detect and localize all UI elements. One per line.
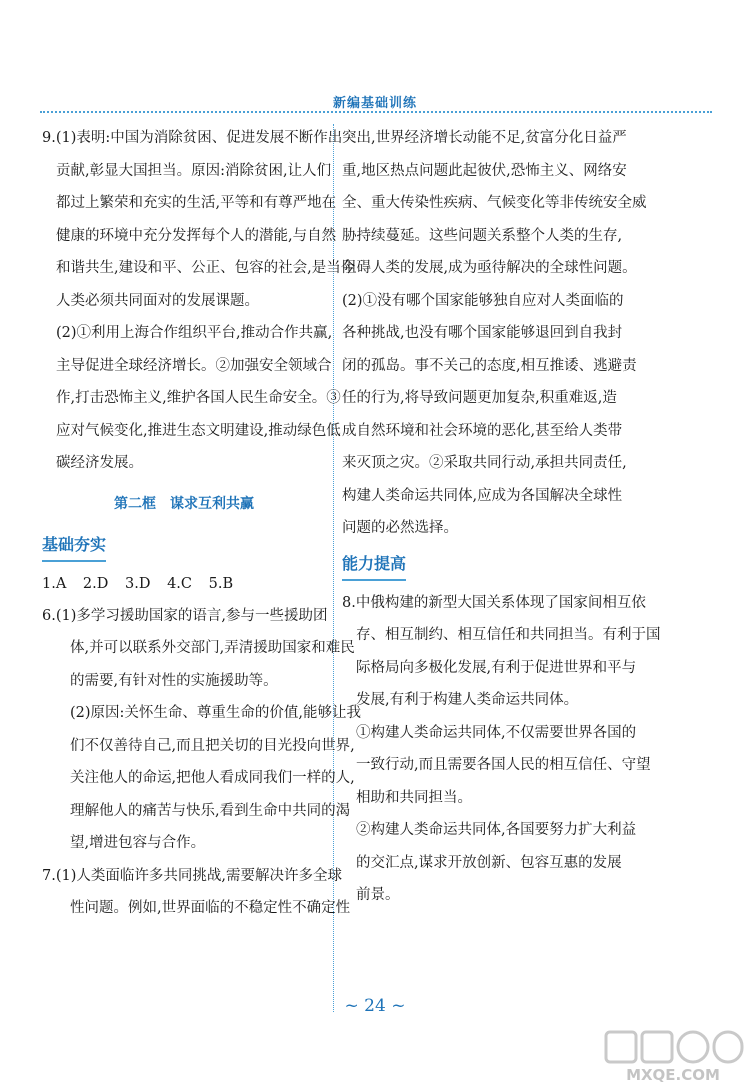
- text-line: 阻碍人类的发展,成为亟待解决的全球性问题。: [342, 260, 637, 276]
- text-line: 作,打击恐怖主义,维护各国人民生命安全。③: [56, 390, 341, 406]
- text-line: 相助和共同担当。: [356, 789, 472, 806]
- text-line: 前景。: [356, 887, 400, 903]
- text-line: 一致行动,而且需要各国人民的相互信任、守望: [356, 757, 651, 773]
- text-line: 突出,世界经济增长动能不足,贫富分化日益严: [342, 130, 627, 146]
- text-line: 健康的环境中充分发挥每个人的潜能,与自然: [56, 227, 337, 244]
- text-line: ①构建人类命运共同体,不仅需要世界各国的: [356, 724, 637, 741]
- right-column: [342, 122, 661, 912]
- text-line: 望,增进包容与合作。: [70, 835, 206, 851]
- text-line: 们不仅善待自己,而且把关切的目光投向世界,: [70, 737, 355, 754]
- text-line: 存、相互制约、相互信任和共同担当。有利于国: [356, 627, 661, 643]
- question-9: [42, 122, 356, 480]
- text-line: 贡献,彰显大国担当。原因:消除贫困,让人们: [56, 162, 332, 179]
- text-line: ②构建人类命运共同体,各国要努力扩大利益: [356, 822, 637, 838]
- text-line: 闭的孤岛。事不关己的态度,相互推诿、逃避责: [342, 357, 637, 374]
- answer-1: 1.A: [42, 575, 67, 592]
- text-line: 人类必须共同面对的发展课题。: [56, 292, 259, 309]
- answer-5: 5.B: [208, 575, 234, 592]
- text-line: 应对气候变化,推进生态文明建设,推动绿色低: [56, 422, 341, 439]
- text-line: 体,并可以联系外交部门,弄清援助国家和难民: [70, 640, 355, 656]
- text-line: 性问题。例如,世界面临的不稳定性不确定性: [70, 900, 351, 916]
- section-heading-basic: 基础夯实: [42, 532, 106, 562]
- question-6: [42, 600, 362, 860]
- text-line: 和谐共生,建设和平、公正、包容的社会,是当今: [56, 260, 356, 276]
- text-line: 关注他人的命运,把他人看成同我们一样的人,: [70, 770, 355, 786]
- header-divider: [40, 111, 712, 113]
- left-column: [42, 122, 362, 925]
- watermark-logo: [598, 1028, 748, 1084]
- text-line: 重,地区热点问题此起彼伏,恐怖主义、网络安: [342, 162, 627, 179]
- text-line: 构建人类命运共同体,应成为各国解决全球性: [342, 487, 623, 504]
- svg-text:MXQE.COM: MXQE.COM: [626, 1066, 720, 1084]
- question-7: [42, 860, 351, 925]
- text-line: (2)①没有哪个国家能够独自应对人类面临的: [342, 292, 624, 309]
- text-line: 都过上繁荣和充实的生活,平等和有尊严地在: [56, 195, 337, 211]
- subsection-title: 第二框 谋求互利共赢: [114, 495, 254, 512]
- text-line: (2)①利用上海合作组织平台,推动合作共赢,: [56, 325, 333, 341]
- text-line: 9.(1)表明:中国为消除贫困、促进发展不断作出: [42, 130, 343, 146]
- text-line: (2)原因:关怀生命、尊重生命的价值,能够让我: [70, 705, 362, 721]
- text-line: 际格局向多极化发展,有利于促进世界和平与: [356, 659, 637, 676]
- question-8: [342, 587, 661, 912]
- text-line: 8.中俄构建的新型大国关系体现了国家间相互依: [342, 594, 646, 611]
- page-number: ~ 24 ~: [344, 996, 406, 1016]
- choice-answers: [42, 568, 326, 600]
- text-line: 理解他人的痛苦与快乐,看到生命中共同的渴: [70, 802, 351, 819]
- header-title: 新编基础训练: [332, 96, 417, 111]
- question-7-continued: [342, 122, 647, 545]
- answer-4: 4.C: [167, 575, 193, 592]
- text-line: 7.(1)人类面临许多共同挑战,需要解决许多全球: [42, 867, 342, 884]
- text-line: 成自然环境和社会环境的恶化,甚至给人类带: [342, 422, 623, 439]
- text-line: 碳经济发展。: [56, 455, 143, 471]
- section-heading-ability: 能力提高: [342, 551, 406, 581]
- text-line: 的交汇点,谋求开放创新、包容互惠的发展: [356, 854, 622, 871]
- answer-2: 2.D: [82, 575, 109, 592]
- text-line: 的需要,有针对性的实施援助等。: [70, 672, 278, 689]
- text-line: 胁持续蔓延。这些问题关系整个人类的生存,: [342, 227, 623, 244]
- text-line: 6.(1)多学习援助国家的语言,参与一些援助团: [42, 607, 328, 624]
- text-line: 任的行为,将导致问题更加复杂,积重难返,造: [342, 390, 617, 406]
- answer-3: 3.D: [125, 575, 151, 592]
- text-line: 各种挑战,也没有哪个国家能够退回到自我封: [342, 325, 623, 341]
- text-line: 问题的必然选择。: [342, 520, 458, 536]
- text-line: 来灭顶之灾。②采取共同行动,承担共同责任,: [342, 455, 627, 471]
- text-line: 全、重大传染性疾病、气候变化等非传统安全威: [342, 195, 647, 211]
- text-line: 发展,有利于构建人类命运共同体。: [356, 692, 579, 708]
- text-line: 主导促进全球经济增长。②加强安全领域合: [56, 357, 332, 374]
